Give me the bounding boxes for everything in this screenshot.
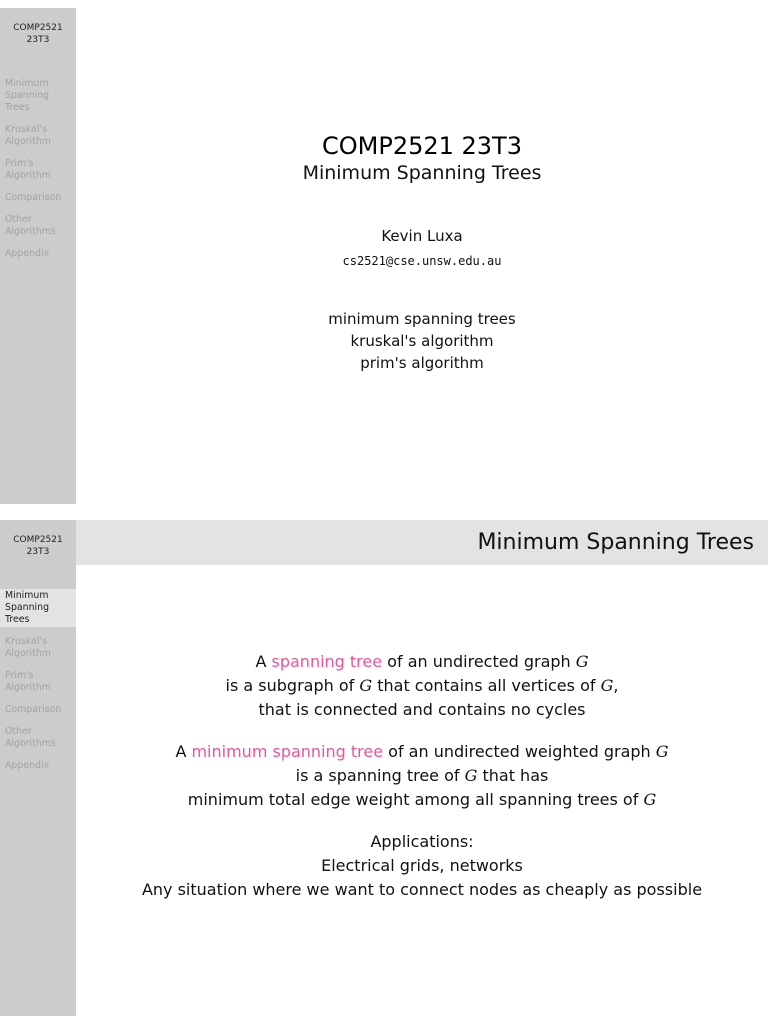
highlighted-term: spanning tree xyxy=(271,652,383,671)
sidebar-item-label: Minimum xyxy=(5,78,49,89)
content-slide xyxy=(0,520,768,1016)
sidebar-item-label: Algorithm xyxy=(5,170,51,181)
math-variable: G xyxy=(359,676,373,695)
sidebar-item-prim[interactable] xyxy=(0,157,76,183)
sidebar-item-label: Other xyxy=(5,726,32,737)
text-fragment: is a spanning tree of xyxy=(295,766,465,785)
sidebar-item-label: Algorithms xyxy=(5,226,56,237)
sidebar xyxy=(0,520,76,1016)
sidebar-item-label: Comparison xyxy=(5,704,62,715)
deck-title: COMP2521 23T3 xyxy=(321,132,522,160)
sidebar xyxy=(0,8,76,504)
sidebar-item-mst[interactable] xyxy=(0,77,76,115)
math-variable: G xyxy=(575,652,589,671)
text-fragment: is a subgraph of xyxy=(225,676,360,695)
definition-line xyxy=(76,740,768,764)
deck-subtitle: Minimum Spanning Trees xyxy=(302,162,542,184)
topic-item: kruskal's algorithm xyxy=(350,332,494,350)
sidebar-item-label: Kruskal's xyxy=(5,124,47,135)
sidebar-item-appendix[interactable] xyxy=(0,759,76,773)
sidebar-item-appendix[interactable] xyxy=(0,247,76,261)
slide-header xyxy=(76,520,768,565)
sidebar-item-label: Spanning xyxy=(5,90,50,101)
definition-line xyxy=(76,764,768,788)
text-fragment: that contains all vertices of xyxy=(372,676,601,695)
sidebar-item-label: Spanning xyxy=(5,602,50,613)
topic-item: prim's algorithm xyxy=(360,354,484,372)
math-variable: G xyxy=(600,676,614,695)
sidebar-item-other[interactable] xyxy=(0,725,76,751)
topic-item: minimum spanning trees xyxy=(328,310,516,328)
sidebar-item-label: Algorithm xyxy=(5,648,51,659)
course-term-label: 23T3 xyxy=(26,35,50,45)
sidebar-item-label: Prim's xyxy=(5,158,34,169)
course-code-label: COMP2521 xyxy=(13,23,63,33)
sidebar-item-other[interactable] xyxy=(0,213,76,239)
sidebar-item-label: Appendix xyxy=(5,760,50,771)
text-fragment: of an undirected weighted graph xyxy=(383,742,656,761)
sidebar-item-comparison[interactable] xyxy=(0,703,76,717)
definition-line: that is connected and contains no cycles xyxy=(258,700,586,719)
highlighted-term: minimum spanning tree xyxy=(191,742,384,761)
definition-line xyxy=(76,650,768,674)
math-variable: G xyxy=(464,766,478,785)
application-item: Any situation where we want to connect nodes as cheaply as possible xyxy=(141,880,703,899)
math-variable: G xyxy=(655,742,669,761)
sidebar-item-label: Appendix xyxy=(5,248,50,259)
sidebar-item-prim[interactable] xyxy=(0,669,76,695)
text-fragment: of an undirected graph xyxy=(382,652,576,671)
text-fragment: that has xyxy=(477,766,549,785)
applications-heading: Applications: xyxy=(370,832,474,851)
title-slide xyxy=(0,8,768,504)
sidebar-item-label: Algorithms xyxy=(5,738,56,749)
slide-title: Minimum Spanning Trees xyxy=(477,530,754,555)
application-item: Electrical grids, networks xyxy=(321,856,523,875)
sidebar-item-label: Other xyxy=(5,214,32,225)
applications xyxy=(76,830,768,902)
sidebar-item-label: Trees xyxy=(5,102,30,113)
definition-line xyxy=(76,674,768,698)
sidebar-item-label: Minimum xyxy=(5,590,49,601)
course-code-label: COMP2521 xyxy=(13,535,63,545)
sidebar-item-kruskal[interactable] xyxy=(0,635,76,661)
course-term-label: 23T3 xyxy=(26,547,50,557)
sidebar-item-kruskal[interactable] xyxy=(0,123,76,149)
author-email: cs2521@cse.unsw.edu.au xyxy=(342,254,502,268)
math-variable: G xyxy=(643,790,657,809)
topic-list xyxy=(76,308,768,374)
sidebar-item-label: Algorithm xyxy=(5,136,51,147)
course-code[interactable] xyxy=(0,534,76,558)
text-fragment: A xyxy=(175,742,192,761)
slide-body xyxy=(76,650,768,920)
author-name: Kevin Luxa xyxy=(381,227,463,245)
sidebar-item-mst[interactable] xyxy=(0,589,76,627)
spanning-tree-definition xyxy=(76,650,768,722)
text-fragment: minimum total edge weight among all spanning trees of xyxy=(187,790,644,809)
sidebar-item-label: Kruskal's xyxy=(5,636,47,647)
sidebar-nav xyxy=(0,77,76,269)
definition-line xyxy=(76,788,768,812)
course-code[interactable] xyxy=(0,22,76,46)
sidebar-item-label: Comparison xyxy=(5,192,62,203)
sidebar-item-comparison[interactable] xyxy=(0,191,76,205)
text-fragment: A xyxy=(255,652,272,671)
sidebar-nav xyxy=(0,589,76,781)
mst-definition xyxy=(76,740,768,812)
sidebar-item-label: Trees xyxy=(5,614,30,625)
sidebar-item-label: Prim's xyxy=(5,670,34,681)
text-fragment: , xyxy=(613,676,619,695)
sidebar-item-label: Algorithm xyxy=(5,682,51,693)
